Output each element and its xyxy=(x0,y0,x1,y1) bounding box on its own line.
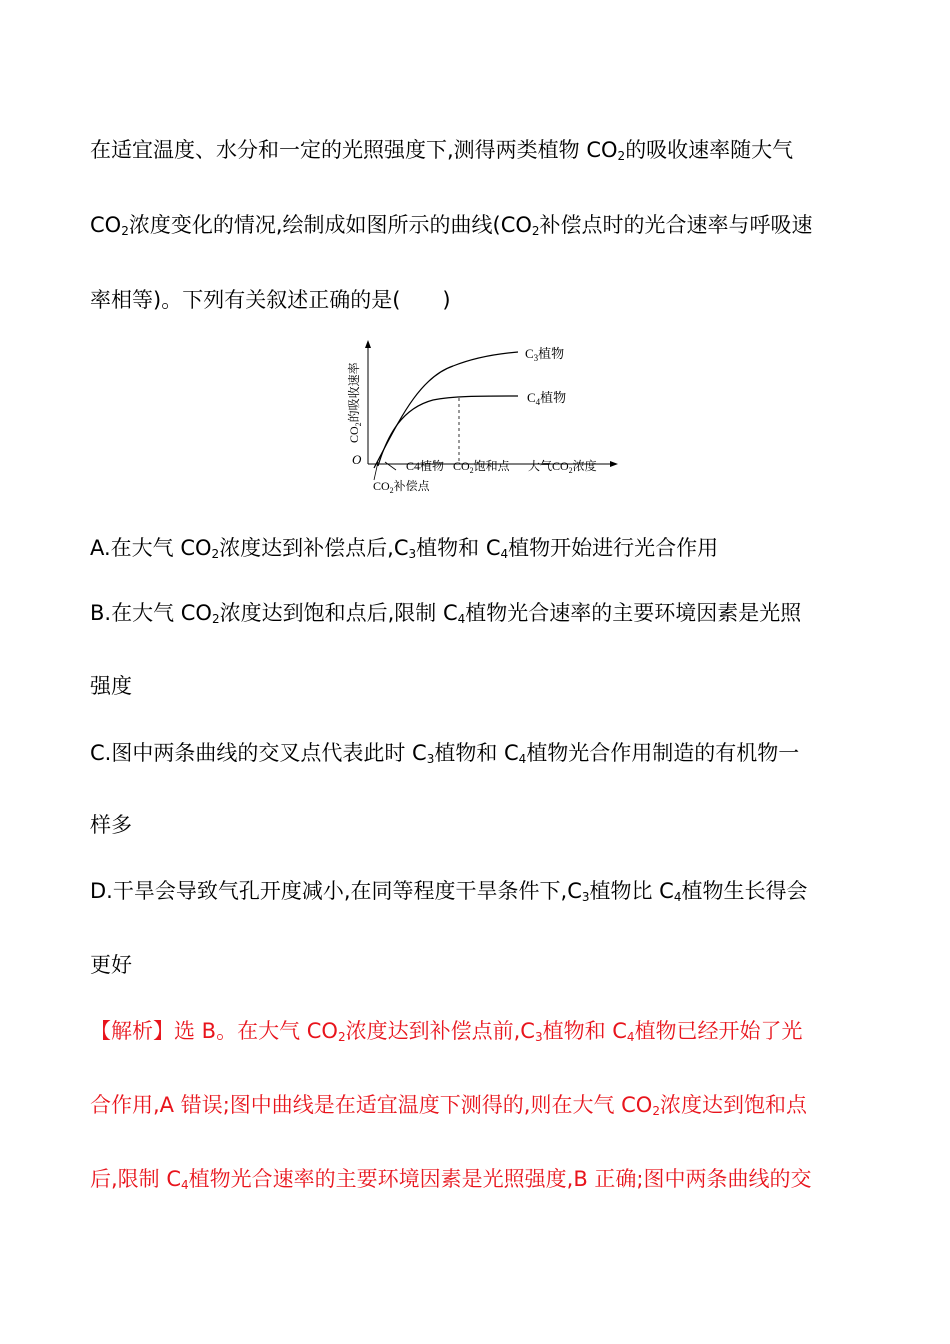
c4-compensation-label: C4植物 xyxy=(406,459,445,473)
x-axis-arrow xyxy=(610,461,618,467)
option-d-cont: 更好 xyxy=(90,953,132,977)
question-line-1: 在适宜温度、水分和一定的光照强度下,测得两类植物 $CO_2$的吸收速率随大气 xyxy=(90,138,794,163)
analysis-line-1: 【解析】选 B。在大气 $CO_2$浓度达到补偿点前$,C_3$植物和 $C_4$植物已经开始了光 xyxy=(90,1019,803,1044)
option-a: A.在大气 $CO_2$浓度达到补偿点后$,C_3$植物和 $C_4$植物开始进行光合作用 xyxy=(90,536,719,561)
question-line-2: $CO_2$浓度变化的情况,绘制成如图所示的曲线($CO_2$补偿点时的光合速率与呼吸速 xyxy=(90,213,813,238)
analysis-line-2: 合作用,A 错误;图中曲线是在适宜温度下测得的,则在大气 $CO_2$浓度达到饱和点 xyxy=(90,1093,807,1118)
analysis-line-3: 后,限制 $C_4$植物光合速率的主要环境因素是光照强度,B 正确;图中两条曲线的交 xyxy=(90,1167,812,1192)
c3-series-label: $C_3$植物 xyxy=(525,346,565,363)
c3-curve xyxy=(374,352,518,468)
question-line-3: 率相等)。下列有关叙述正确的是( ) xyxy=(90,288,451,312)
c4-curve xyxy=(378,396,518,466)
origin-label: O xyxy=(352,452,362,467)
compensation-pointer-2 xyxy=(385,462,396,470)
compensation-point-label: $CO_2$补偿点 xyxy=(373,479,430,495)
option-c-cont: 样多 xyxy=(90,813,132,837)
option-c: C.图中两条曲线的交叉点代表此时 $C_3$植物和 $C_4$植物光合作用制造的有机物一 xyxy=(90,741,800,766)
x-axis-label: 大气$CO_2$浓度 xyxy=(528,459,597,475)
y-axis-label: $CO_2$的吸收速率 xyxy=(347,362,363,443)
y-axis-arrow xyxy=(365,340,371,348)
option-d: D.干旱会导致气孔开度减小,在同等程度干旱条件下$,C_3$植物比 $C_4$植物生长得会 xyxy=(90,879,808,904)
c4-series-label: $C_4$植物 xyxy=(527,390,567,407)
option-b: B.在大气 $CO_2$浓度达到饱和点后,限制 $C_4$植物光合速率的主要环境因素是光照 xyxy=(90,601,802,626)
co2-absorption-chart xyxy=(338,338,628,498)
saturation-point-label: $CO_2$饱和点 xyxy=(453,459,510,475)
option-b-cont: 强度 xyxy=(90,674,132,698)
